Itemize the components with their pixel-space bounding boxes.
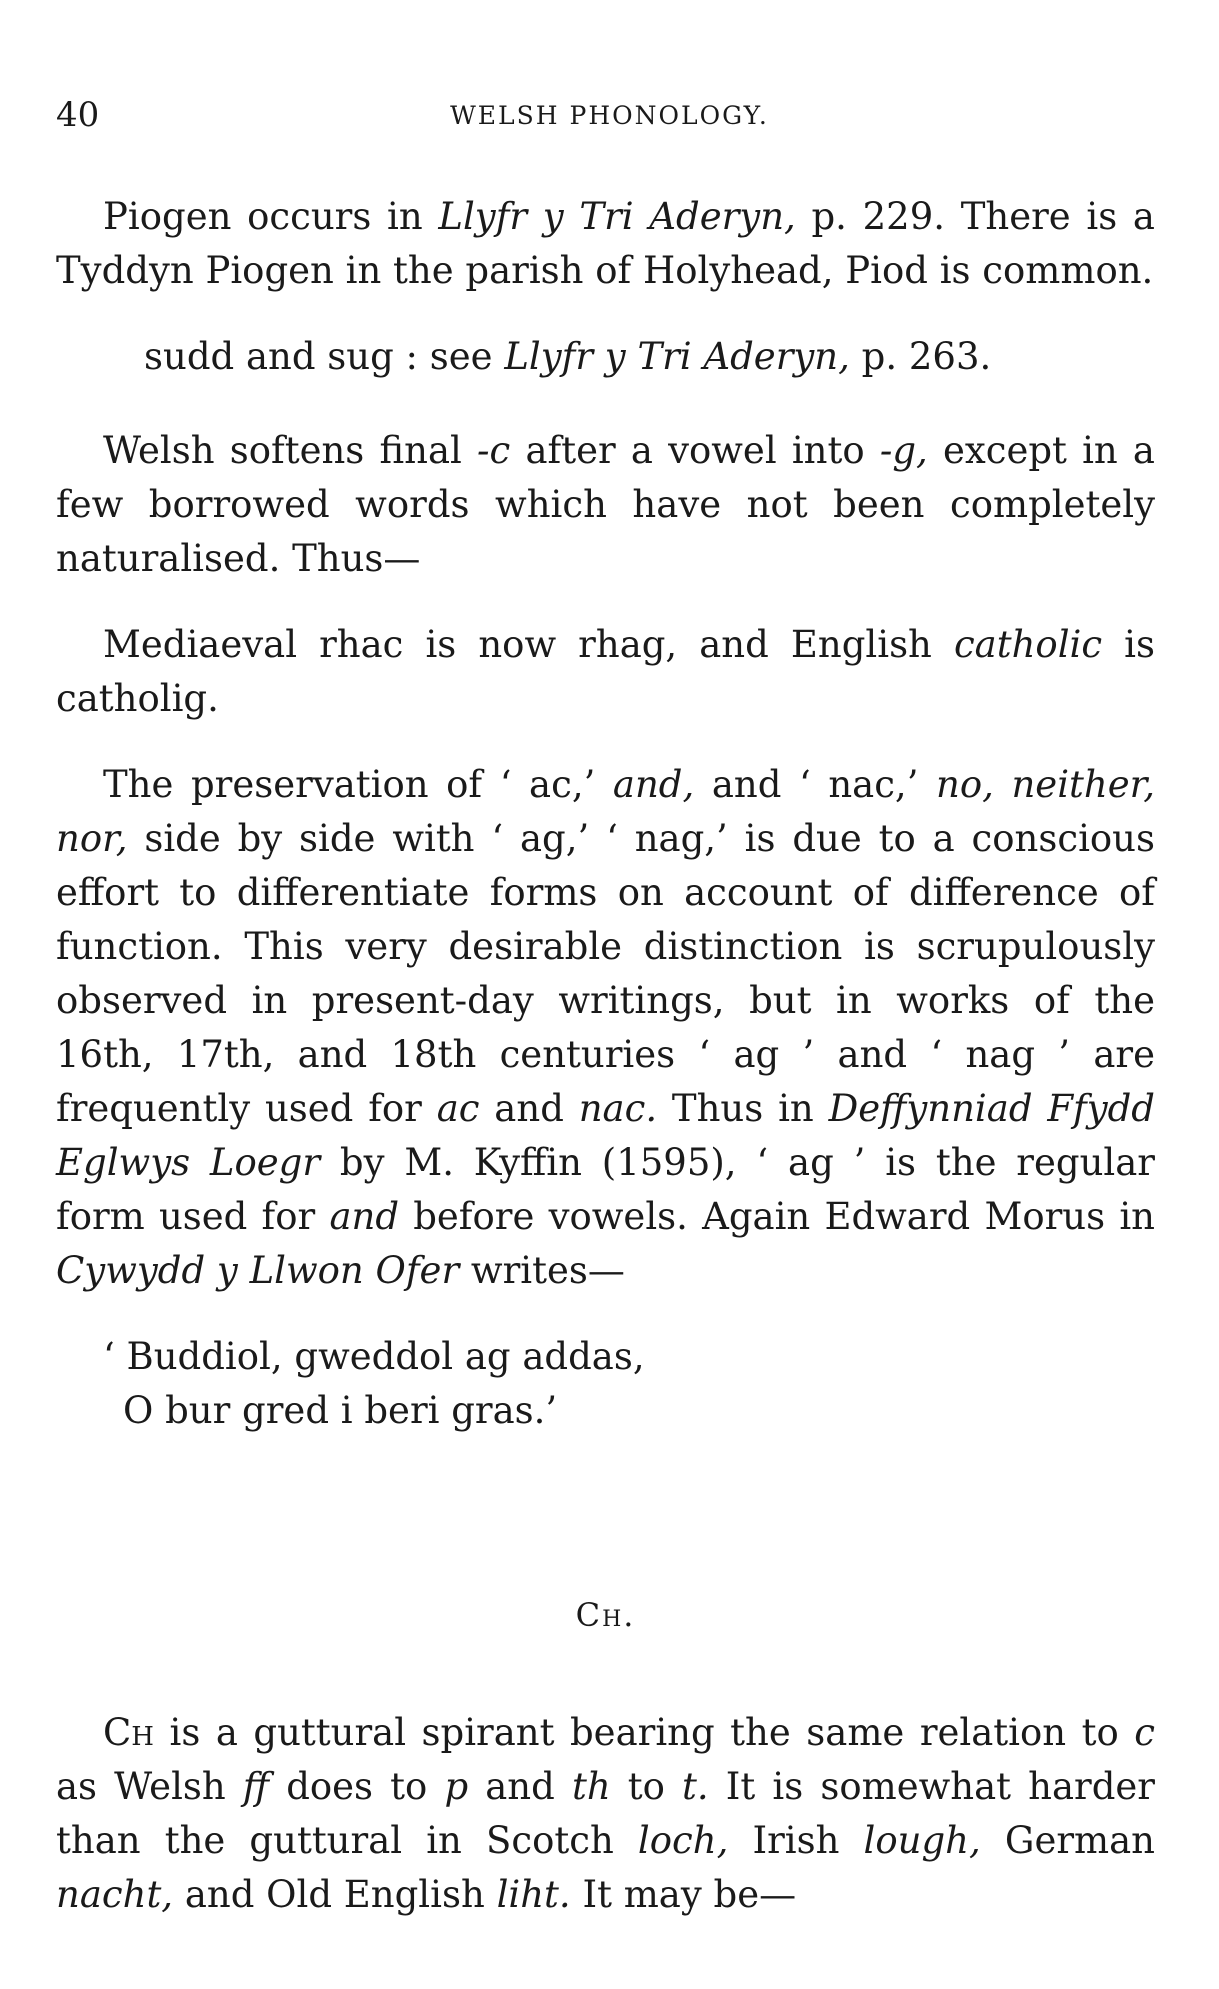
paragraph-mediaeval-rhac: Mediaeval rhac is now rhag, and English catholic is catholig. [56, 623, 1155, 720]
paragraph-sudd-sug: sudd and sug : see Llyfr y Tri Aderyn, p. 263. [144, 335, 992, 378]
page-header [56, 95, 1163, 145]
verse-line-2: O bur gred i beri gras.’ [123, 1389, 558, 1432]
paragraph-piogen: Piogen occurs in Llyfr y Tri Aderyn, p. 229. There is a Tyddyn Piogen in the parish of Holyhead, Piod is common. [56, 195, 1155, 292]
page-body [56, 190, 1155, 1954]
verse-line-1: ‘ Buddiol, gweddol ag addas, [103, 1335, 645, 1378]
running-title: WELSH PHONOLOGY. [450, 101, 769, 130]
section-heading-ch: Ch. [575, 1596, 636, 1634]
paragraph-ch-spirant: Ch is a guttural spirant bearing the same relation to c as Welsh ff does to p and th to t. It is somewhat harder than the guttural in Scotch loch, Irish lough, German nacht, and Old English liht. It may be— [56, 1711, 1156, 1916]
page-number: 40 [56, 95, 100, 135]
paragraph-final-c: Welsh softens final -c after a vowel into -g, except in a few borrowed words which have not been completely naturalised. Thus— [56, 429, 1155, 580]
verse-quote [56, 1330, 1155, 1438]
paragraph-ac-nac: The preservation of ‘ ac,’ and, and ‘ nac,’ no, neither, nor, side by side with ‘ ag,’ ‘ nag,’ is due to a conscious effort to differentiate forms on account of difference of function. This very desirable distinction is scrupulously observed in present-day writings, but in works of the 16th, 17th, and 18th centuries ‘ ag ’ and ‘ nag ’ are frequently used for ac and nac. Thus in Deffynniad Ffydd Eglwys Loegr by M. Kyffin (1595), ‘ ag ’ is the regular form used for and before vowels. Again Edward Morus in Cywydd y Llwon Ofer writes— [56, 763, 1156, 1292]
